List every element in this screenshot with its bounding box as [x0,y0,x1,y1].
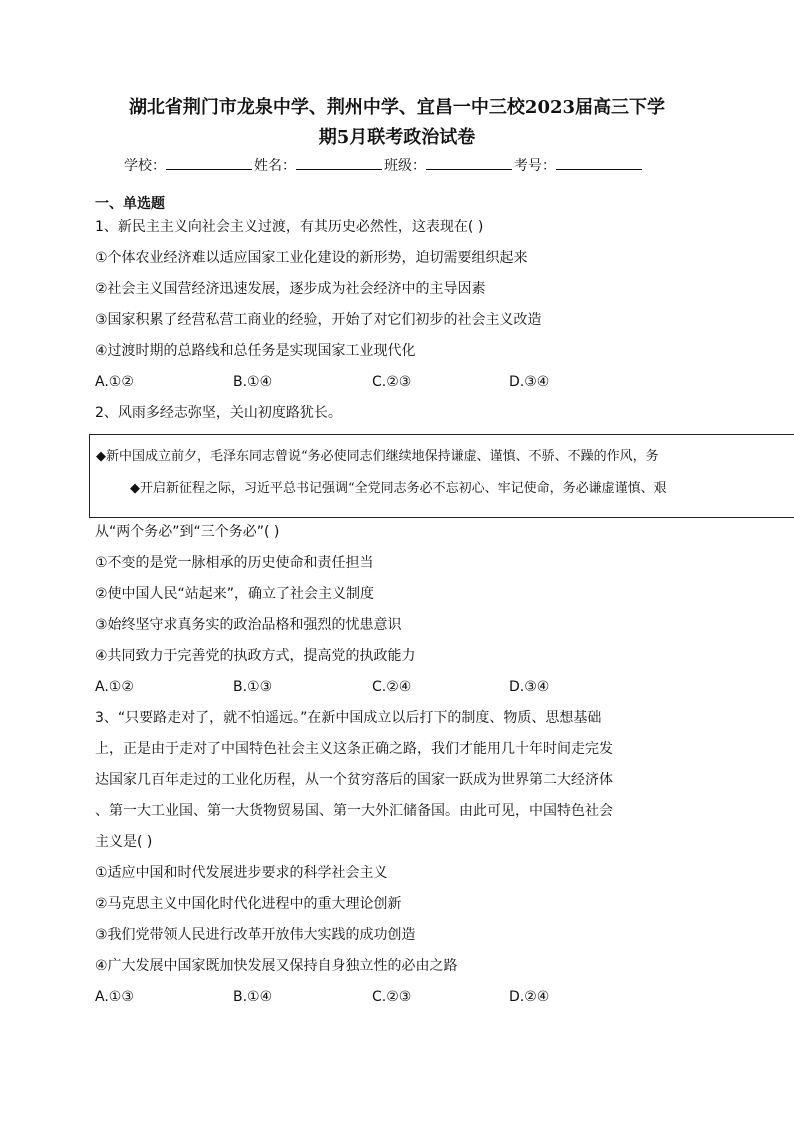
q2-item-1: ①不变的是党一脉相承的历史使命和责任担当 [95,555,374,571]
q1-option-d[interactable]: D.③④ [509,374,550,390]
q2-option-d[interactable]: D.③④ [509,679,550,695]
q3-stem-line-2: 上，正是由于走对了中国特色社会主义这条正确之路，我们才能用几十年时间走完发 [95,741,613,757]
q2-option-c[interactable]: C.②④ [372,679,412,695]
q2-option-b[interactable]: B.①③ [233,679,273,695]
q2-question: 从“两个务必”到“三个务必”( ) [95,524,280,540]
exam-title-line-1: 湖北省荆门市龙泉中学、荆州中学、宜昌一中三校2023届高三下学 [128,97,666,118]
q2-option-a[interactable]: A.①② [95,679,134,695]
q2-quote-1: ◆新中国成立前夕，毛泽东同志曾说“务必使同志们继续地保持谦虚、谨慎、不骄、不躁的作风，务 [96,449,659,464]
q2-item-2: ②使中国人民“站起来”，确立了社会主义制度 [95,586,375,602]
student-info-row [124,153,644,176]
q3-option-a[interactable]: A.①③ [95,989,134,1005]
class-label: 班级： [384,158,426,174]
q3-option-d[interactable]: D.②④ [509,989,550,1005]
exam-title-line-2: 期5月联考政治试卷 [318,127,476,148]
q3-stem-line-5: 主义是( ) [95,834,153,850]
q1-option-b[interactable]: B.①④ [233,374,273,390]
q3-stem-line-1: 3、“只要路走对了，就不怕遥远。”在新中国成立以后打下的制度、物质、思想基础 [95,710,602,726]
q1-item-1: ①个体农业经济难以适应国家工业化建设的新形势，迫切需要组织起来 [95,250,528,266]
q1-item-3: ③国家积累了经营私营工商业的经验，开始了对它们初步的社会主义改造 [95,312,542,328]
exam-number-label: 考号： [514,158,556,174]
exam-number-blank [556,153,642,170]
q3-option-c[interactable]: C.②③ [372,989,412,1005]
q3-item-4: ④广大发展中国家既加快发展又保持自身独立性的必由之路 [95,958,458,974]
q1-item-2: ②社会主义国营经济迅速发展，逐步成为社会经济中的主导因素 [95,281,486,297]
q2-item-4: ④共同致力于完善党的执政方式，提高党的执政能力 [95,648,416,664]
q2-quote-2: ◆开启新征程之际，习近平总书记强调“全党同志务必不忘初心、牢记使命，务必谦虚谨慎、艰 [130,481,667,496]
section-title: 一、单选题 [95,196,165,212]
q2-quote-box [89,434,794,518]
q3-item-3: ③我们党带领人民进行改革开放伟大实践的成功创造 [95,927,416,943]
q3-item-2: ②马克思主义中国化时代化进程中的重大理论创新 [95,896,402,912]
q3-stem-line-3: 达国家几百年走过的工业化历程，从一个贫穷落后的国家一跃成为世界第二大经济体 [95,772,613,788]
q2-item-3: ③始终坚守求真务实的政治品格和强烈的忧患意识 [95,617,402,633]
q1-option-a[interactable]: A.①② [95,374,134,390]
school-blank [166,153,252,170]
q1-item-4: ④过渡时期的总路线和总任务是实现国家工业现代化 [95,343,416,359]
class-blank [426,153,512,170]
q3-option-b[interactable]: B.①④ [233,989,273,1005]
q2-stem: 2、风雨多经志弥坚，关山初度路犹长。 [95,405,342,421]
school-label: 学校： [124,158,166,174]
name-label: 姓名： [254,158,296,174]
q3-item-1: ①适应中国和时代发展进步要求的科学社会主义 [95,865,388,881]
q3-stem-line-4: 、第一大工业国、第一大货物贸易国、第一大外汇储备国。由此可见，中国特色社会 [95,803,613,819]
q1-stem: 1、新民主主义向社会主义过渡，有其历史必然性，这表现在( ) [95,219,484,235]
name-blank [296,153,382,170]
q1-option-c[interactable]: C.②③ [372,374,412,390]
